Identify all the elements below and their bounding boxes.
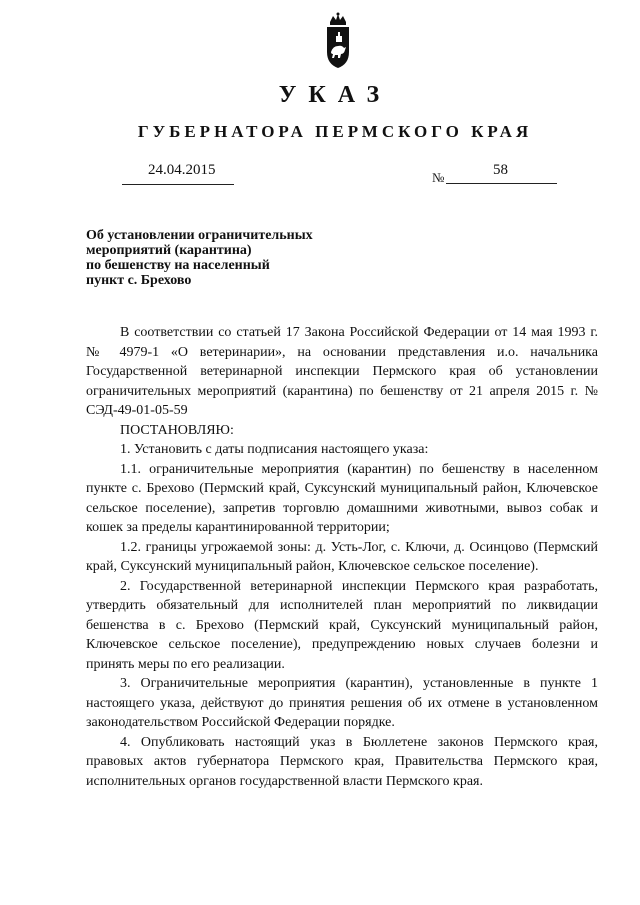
document-title: УКАЗ [278,82,392,108]
document-date: 24.04.2015 [148,162,216,178]
body-paragraph: 1.1. ограничительные мероприятия (карантин) по бешенству в населенном пункте с. Брехово (Пермский край, Суксунский муниципальный район, Ключевское сельское поселение), запретив торговлю домашними животными, вывоз собак и кошек за пределы карантинированной территории; [86,461,598,535]
heading-line: мероприятий (карантина) [86,243,252,258]
number-sign: № [432,170,445,185]
number-field [432,160,557,184]
resolution-word: ПОСТАНОВЛЯЮ: [120,422,234,438]
body-paragraph: 3. Ограничительные мероприятия (карантин), установленные в пункте 1 настоящего указа, действуют до принятия решения об их отмене в установленном законодательством Российской Федерации порядке. [86,676,598,730]
body-paragraph: 4. Опубликовать настоящий указ в Бюллетене законов Пермского края, правовых актов губернатора Пермского края, Правительства Пермского края, исполнительных органов государственной власти Пермского края. [86,734,598,789]
body-paragraph: 1.2. границы угрожаемой зоны: д. Усть-Лог, с. Ключи, д. Осинцово (Пермский край, Суксунский муниципальный район, Ключевское сельское поселение). [86,539,598,574]
heading-line: Об установлении ограничительных [86,228,313,243]
heading-line: пункт с. Брехово [86,273,192,288]
heading-line: по бешенству на населенный [86,258,270,273]
document-body [86,323,598,791]
document-number: 58 [493,162,508,178]
document-subtitle: ГУБЕРНАТОРА ПЕРМСКОГО КРАЯ [137,122,533,141]
body-paragraph: В соответствии со статьей 17 Закона Российской Федерации от 14 мая 1993 г. № 4979-1 «О ветеринарии», на основании представления и.о. начальника Государственной ветеринарной инспекции Пермского края об установлении ограничительных мероприятий (карантина) по бешенству от 21 апреля 2015 г. № СЭД-49-01-05-59 [86,325,598,418]
number-underline [446,183,557,184]
body-paragraph: 2. Государственной ветеринарной инспекции Пермского края разработать, утвердить обязательный для исполнителей план мероприятий по ликвидации бешенства в с. Брехово (Пермский край, Суксунский муниципальный район, Ключевское сельское поселение), предупреждению новых случаев болезни и принять меры по его реализации. [86,578,598,672]
body-paragraph: 1. Установить с даты подписания настоящего указа: [120,442,429,457]
perm-krai-coat-of-arms-icon [325,12,351,70]
document-heading [86,228,346,288]
date-field [122,160,234,185]
